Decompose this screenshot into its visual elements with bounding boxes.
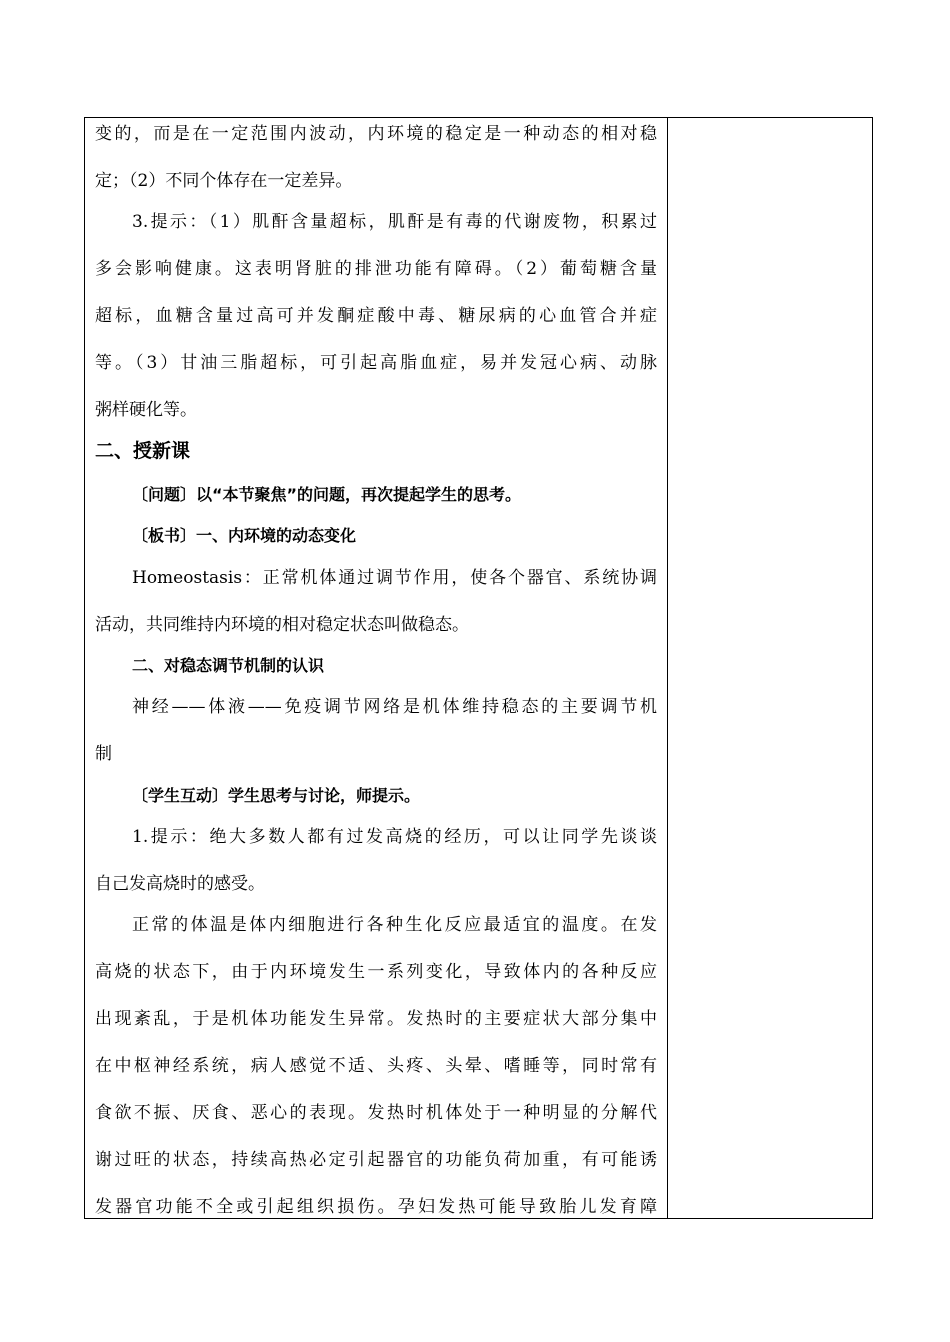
text-line: 制 (95, 744, 112, 764)
text-line: 1.提示：绝大多数人都有过发高烧的经历，可以让同学先谈谈 (132, 827, 657, 847)
text-line: 发器官功能不全或引起组织损伤。孕妇发热可能导致胎儿发育障 (95, 1197, 657, 1217)
column-divider (667, 118, 668, 1218)
text-line: 变的，而是在一定范围内波动，内环境的稳定是一种动态的相对稳 (95, 124, 657, 144)
text-line: 多会影响健康。这表明肾脏的排泄功能有障碍。（2）葡萄糖含量 (95, 259, 657, 279)
text-line: 正常的体温是体内细胞进行各种生化反应最适宜的温度。在发 (132, 915, 657, 935)
bold-line: 〔问题〕以“本节聚焦”的问题，再次提起学生的思考。 (132, 485, 522, 504)
section-heading: 二、授新课 (95, 440, 191, 462)
text-line: 高烧的状态下，由于内环境发生一系列变化，导致体内的各种反应 (95, 962, 657, 982)
bold-line: 二、对稳态调节机制的认识 (132, 656, 325, 675)
bold-line: 〔板书〕一、内环境的动态变化 (132, 526, 357, 545)
text-line: 谢过旺的状态，持续高热必定引起器官的功能负荷加重，有可能诱 (95, 1150, 657, 1170)
text-line: 出现紊乱，于是机体功能发生异常。发热时的主要症状大部分集中 (95, 1009, 657, 1029)
text-line: 等。（3）甘油三脂超标，可引起高脂血症，易并发冠心病、动脉 (95, 353, 657, 373)
text-line: 神经——体液——免疫调节网络是机体维持稳态的主要调节机 (132, 697, 657, 717)
text-line: Homeostasis：正常机体通过调节作用，使各个器官、系统协调 (132, 568, 657, 588)
bold-line: 〔学生互动〕学生思考与讨论，师提示。 (132, 786, 421, 805)
text-line: 超标，血糖含量过高可并发酮症酸中毒、糖尿病的心血管合并症 (95, 306, 657, 326)
text-line: 活动，共同维持内环境的相对稳定状态叫做稳态。 (95, 615, 469, 635)
text-line: 定；（2）不同个体存在一定差异。 (95, 171, 353, 191)
lesson-table (84, 117, 873, 1219)
text-line: 自己发高烧时的感受。 (95, 874, 265, 894)
text-line: 在中枢神经系统，病人感觉不适、头疼、头晕、嗜睡等，同时常有 (95, 1056, 657, 1076)
text-line: 粥样硬化等。 (95, 400, 197, 420)
text-line: 3.提示：（1）肌酐含量超标，肌酐是有毒的代谢废物，积累过 (132, 212, 657, 232)
text-line: 食欲不振、厌食、恶心的表现。发热时机体处于一种明显的分解代 (95, 1103, 657, 1123)
